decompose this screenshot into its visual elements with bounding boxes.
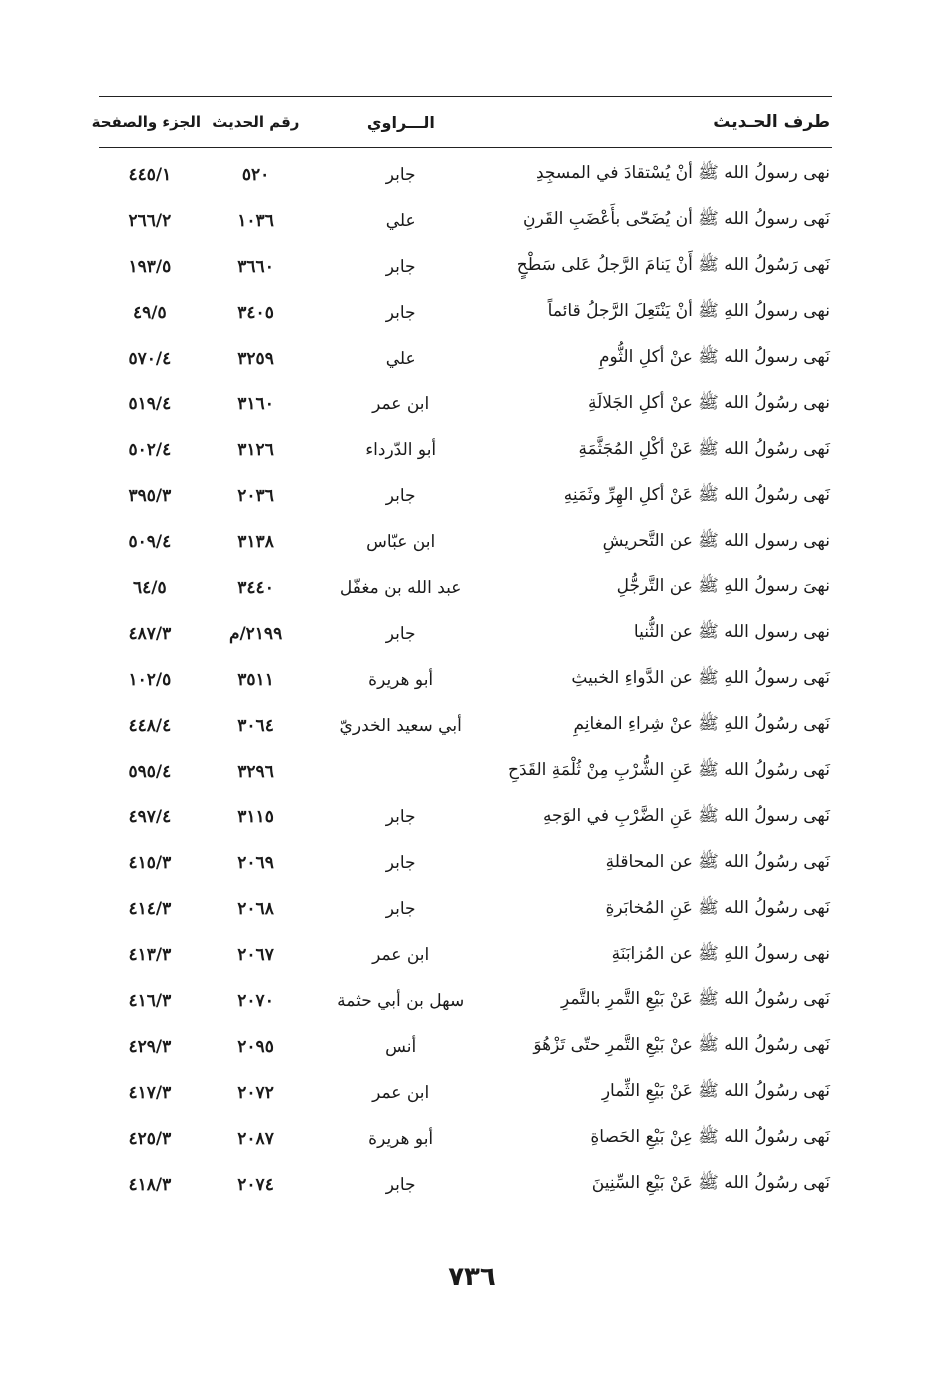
hadith-number: ٣١٣٨ <box>237 532 274 553</box>
hadith-number: ٢٠٦٩ <box>237 853 274 874</box>
volume-page: ٤٤٨/٤ <box>128 715 172 736</box>
narrator: سهل بن أبي حثمة <box>337 990 465 1011</box>
hadith-text: نهىَ رسولُ اللهِ ﷺ عن التَّرجُّلِ <box>616 576 830 597</box>
volume-page: ٦٤/٥ <box>133 577 167 598</box>
hadith-number: ٢٠٧٢ <box>237 1082 274 1103</box>
volume-page: ٢٦٦/٢ <box>128 210 172 231</box>
hadith-number: ٥٢٠ <box>241 164 270 185</box>
table-row <box>99 611 832 657</box>
table-row <box>99 152 832 198</box>
hadith-text: نَهى رسُولُ الله ﷺ عَنْ بَيْعِ الثِّمارِ <box>601 1081 830 1102</box>
hadith-text: نَهى رسُولُ الله ﷺ عَنِ الشُّرْبِ مِنْ ثُلْمَةِ القَدَحِ <box>507 760 830 781</box>
hadith-text: نهى رسُولُ الله ﷺ عنْ أكلِ الجَلالَةِ <box>587 392 830 413</box>
volume-page: ٥٠٩/٤ <box>128 532 172 553</box>
volume-page: ٤١٧/٣ <box>128 1082 172 1103</box>
table-row <box>99 886 832 932</box>
hadith-text: نَهى رسُولُ الله ﷺ عَنِ المُخابَرةِ <box>605 897 830 918</box>
header-narrator: الـــراوي <box>366 112 435 132</box>
hadith-text: نهى رسولُ الله ﷺ أنْ يُسْتقادَ في المسجِدِ <box>535 163 830 184</box>
hadith-number: ٣٢٩٦ <box>237 761 274 782</box>
hadith-number: ٣١١٥ <box>237 807 274 828</box>
hadith-number: ٢٠٧٤ <box>237 1174 274 1195</box>
table-row <box>99 336 832 382</box>
table-row <box>99 1116 832 1162</box>
table-row <box>99 1162 832 1208</box>
page-number: ٧٣٦ <box>448 1262 496 1292</box>
narrator: جابر <box>385 807 416 828</box>
table-row <box>99 565 832 611</box>
hadith-number: ٢٠٧٠ <box>237 990 274 1011</box>
hadith-number: ٣٢٥٩ <box>237 348 274 369</box>
volume-page: ٤٤٥/١ <box>128 164 172 185</box>
volume-page: ٤٩٧/٤ <box>128 807 172 828</box>
narrator: جابر <box>385 623 416 644</box>
hadith-text: نَهى رسُولُ اللهِ ﷺ عنْ شِراءِ المغانِمِ <box>573 714 830 735</box>
narrator: جابر <box>385 853 416 874</box>
narrator: جابر <box>385 302 416 323</box>
hadith-text: نهى رسول الله ﷺ عن الثُّنيا <box>633 622 830 643</box>
narrator: ابن عمر <box>372 1082 430 1103</box>
narrator: جابر <box>385 899 416 920</box>
hadith-text: نَهى رسولُ اللهِ ﷺ عن الدَّواءِ الخبيثِ <box>571 668 830 689</box>
narrator: ابن عمر <box>372 394 430 415</box>
volume-page: ٤٢٩/٣ <box>128 1036 172 1057</box>
hadith-number: ٣٥١١ <box>237 669 274 690</box>
hadith-text: نَهى رسُولُ الله ﷺ عَنْ أكلِ الهِرِّ وثَمَنِهِ <box>563 484 830 505</box>
hadith-text: نَهى رسُولُ الله ﷺ عَنْ أكْلِ المُجَثَّمَةِ <box>578 438 830 459</box>
hadith-number: ٣١٢٦ <box>237 440 274 461</box>
hadith-text: نَهى رسُولُ الله ﷺ عن المحاقلةِ <box>605 851 830 872</box>
volume-page: ٤٨٧/٣ <box>128 623 172 644</box>
narrator: جابر <box>385 1174 416 1195</box>
volume-page: ٤١٣/٣ <box>128 945 172 966</box>
volume-page: ٣٩٥/٣ <box>128 486 172 507</box>
volume-page: ٤١٤/٣ <box>128 899 172 920</box>
hadith-number: ٣٤٠٥ <box>237 302 274 323</box>
hadith-number: ٣١٦٠ <box>237 394 274 415</box>
narrator: علي <box>385 348 416 369</box>
table-row <box>99 657 832 703</box>
hadith-number: ٢٠٣٦ <box>237 486 274 507</box>
table-row <box>99 932 832 978</box>
narrator: أنس <box>385 1036 417 1057</box>
hadith-number: ٣٠٦٤ <box>237 715 274 736</box>
narrator: علي <box>385 210 416 231</box>
table-row <box>99 840 832 886</box>
hadith-index-table <box>91 96 832 1207</box>
table-body <box>99 148 832 1207</box>
hadith-text: نَهى رسُولُ الله ﷺ عَنْ بَيْعِ السِّنِينَ <box>591 1173 830 1194</box>
table-row <box>99 244 832 290</box>
volume-page: ٥٩٥/٤ <box>128 761 172 782</box>
table-row <box>99 198 832 244</box>
hadith-text: نهى رسولُ اللهِ ﷺ عن المُزابَنَةِ <box>611 943 830 964</box>
volume-page: ١٩٣/٥ <box>128 256 172 277</box>
narrator: أبو هريرة <box>368 669 434 690</box>
table-header <box>91 97 832 147</box>
narrator: أبو هريرة <box>368 1128 434 1149</box>
narrator: جابر <box>385 486 416 507</box>
hadith-number: ٢٠٩٥ <box>237 1036 274 1057</box>
narrator: جابر <box>385 164 416 185</box>
hadith-text: نَهى رسولُ الله ﷺ عَنِ الضَّرْبِ في الوَجهِ <box>542 805 830 826</box>
table-row <box>99 290 832 336</box>
hadith-text: نهى رسولُ اللهِ ﷺ أنْ يَنْتَعِلَ الرَّجلُ قائماً <box>547 301 830 322</box>
table-row <box>99 427 832 473</box>
table-row <box>99 794 832 840</box>
hadith-text: نَهى رسولُ الله ﷺ أن يُضَحّى بأَعْضَبِ القَرنِ <box>522 209 830 230</box>
table-row <box>99 703 832 749</box>
volume-page: ٤١٥/٣ <box>128 853 172 874</box>
header-hadith-text: طرف الحـديث <box>713 112 830 132</box>
hadith-text: نَهى رسُولُ الله ﷺ عِنْ بَيْعِ الحَصاةِ <box>590 1127 830 1148</box>
hadith-text: نهى رسول الله ﷺ عن التَّحريشِ <box>602 530 830 551</box>
hadith-number: ١٠٣٦ <box>237 210 274 231</box>
hadith-number: ٢٠٦٨ <box>237 899 274 920</box>
header-volume-page: الجزء والصفحة <box>91 113 201 131</box>
hadith-number: ٢٠٨٧ <box>237 1128 274 1149</box>
volume-page: ٤٩/٥ <box>133 302 167 323</box>
hadith-text: نَهى رسُولُ الله ﷺ عَنْ بَيْعِ التَّمرِ بالتَّمرِ <box>561 989 830 1010</box>
hadith-number: ٢١٩٩/م <box>228 623 283 644</box>
narrator: ابن عمر <box>372 945 430 966</box>
table-row <box>99 1024 832 1070</box>
volume-page: ٤١٨/٣ <box>128 1174 172 1195</box>
table-row <box>99 978 832 1024</box>
narrator: ابن عبّاس <box>366 532 436 553</box>
table-row <box>99 519 832 565</box>
header-hadith-number: رقم الحديث <box>212 113 300 131</box>
narrator: أبو الدّرداء <box>365 440 437 461</box>
table-row <box>99 473 832 519</box>
hadith-text: نَهى رسُولُ الله ﷺ عنْ بَيْعِ التَّمرِ حتّى تَزْهُوَ <box>533 1035 830 1056</box>
hadith-number: ٢٠٦٧ <box>237 945 274 966</box>
hadith-text: نَهى رَسُولُ الله ﷺ أَنْ يَنامَ الرَّجلُ عَلى سَطْحٍ <box>516 255 830 276</box>
narrator: عبد الله بن مغفّل <box>339 577 462 598</box>
table-row <box>99 1070 832 1116</box>
hadith-text: نَهى رسولُ الله ﷺ عنْ أكلِ الثُّومِ <box>598 347 830 367</box>
table-row <box>99 749 832 795</box>
volume-page: ٤٢٥/٣ <box>128 1128 172 1149</box>
table-row <box>99 381 832 427</box>
hadith-number: ٣٦٦٠ <box>237 256 274 277</box>
volume-page: ٥٠٢/٤ <box>128 440 172 461</box>
hadith-number: ٣٤٤٠ <box>237 577 274 598</box>
volume-page: ٥١٩/٤ <box>128 394 172 415</box>
volume-page: ١٠٢/٥ <box>128 669 172 690</box>
narrator: أبي سعيد الخدريّ <box>339 715 462 736</box>
narrator: جابر <box>385 256 416 277</box>
volume-page: ٥٧٠/٤ <box>128 348 172 369</box>
volume-page: ٤١٦/٣ <box>128 990 172 1011</box>
